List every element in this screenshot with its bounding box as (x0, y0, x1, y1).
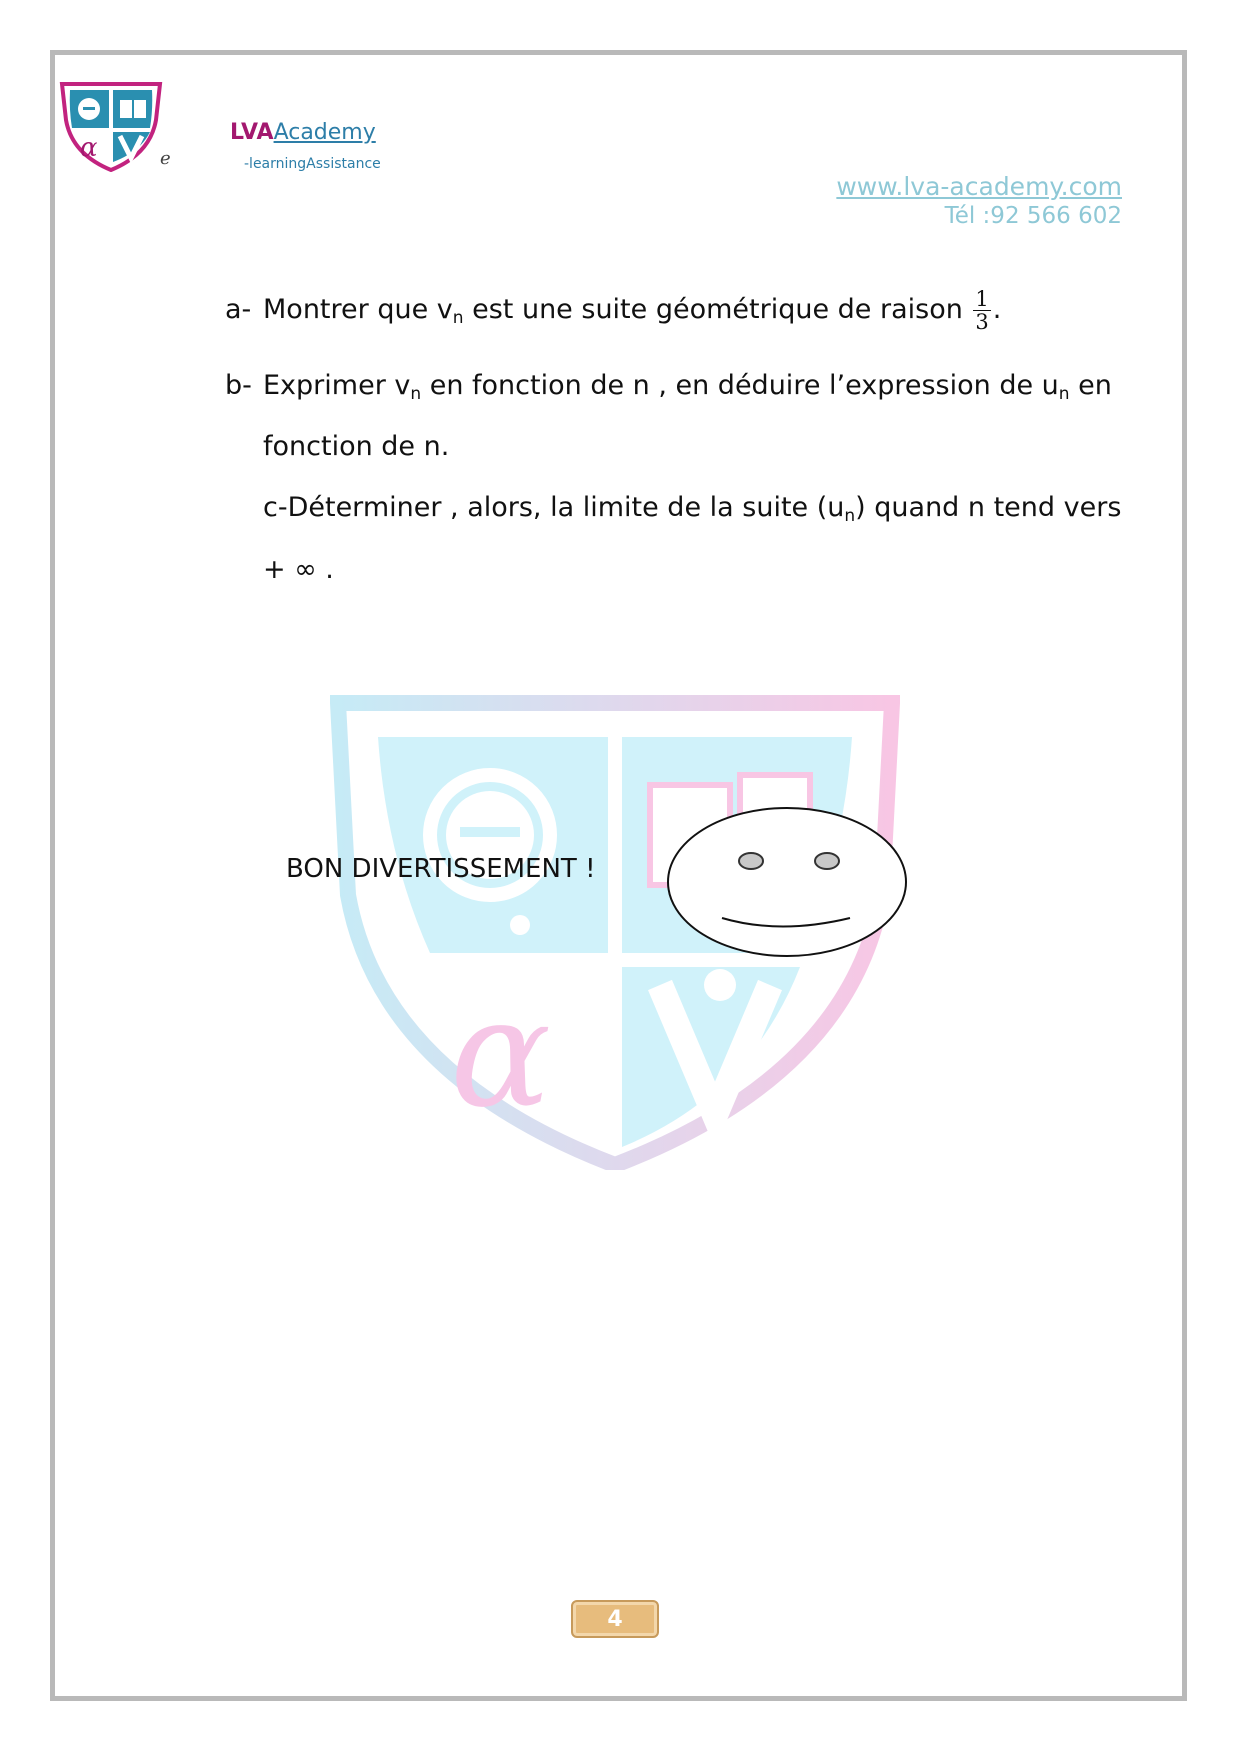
brand-name (230, 120, 376, 145)
fraction-numerator: 1 (975, 287, 989, 311)
closing-message: BON DIVERTISSEMENT ! (286, 854, 596, 884)
question-b-text-1: Exprimer v (263, 370, 411, 401)
svg-text:α: α (80, 133, 98, 163)
question-a-text-start: Montrer que v (263, 294, 453, 325)
smiley-face-icon (665, 805, 910, 960)
fraction-denominator: 3 (975, 310, 989, 334)
lva-academy-logo (58, 80, 164, 172)
brand-subtitle: -learningAssistance (244, 156, 381, 172)
brand-lva: LVA (230, 120, 274, 145)
brand-academy: Academy (273, 120, 376, 145)
question-b-subscript-2: n (1058, 384, 1070, 404)
question-b-text-2: en fonction de n , en déduire l’expression de u (421, 370, 1059, 401)
question-a (225, 288, 1001, 333)
question-b-line-2: fonction de n. (263, 431, 450, 462)
question-b (225, 370, 1112, 404)
question-a-subscript: n (452, 308, 464, 328)
question-a-label: a- (225, 294, 252, 325)
page-number-badge (571, 1600, 659, 1638)
website-link[interactable]: www.lva-academy.com (836, 172, 1122, 201)
question-a-text-middle: est une suite géométrique de raison (463, 294, 972, 325)
question-b-subscript-1: n (410, 384, 422, 404)
question-c-line-2: + ∞ . (263, 554, 334, 585)
question-a-end: . (992, 294, 1002, 325)
fraction-one-third (973, 288, 990, 333)
question-c-subscript: n (844, 506, 856, 526)
question-b-label: b- (225, 370, 252, 401)
question-b-text-3: en (1069, 370, 1112, 401)
question-c-text-2: ) quand n tend vers (855, 492, 1122, 523)
logo-letter: e (160, 148, 171, 169)
page-number: 4 (607, 1606, 623, 1632)
question-c (263, 492, 1121, 526)
phone-number: Tél :92 566 602 (944, 203, 1122, 229)
svg-text:α: α (450, 967, 552, 1141)
question-c-text-1: c-Déterminer , alors, la limite de la suite (u (263, 492, 845, 523)
